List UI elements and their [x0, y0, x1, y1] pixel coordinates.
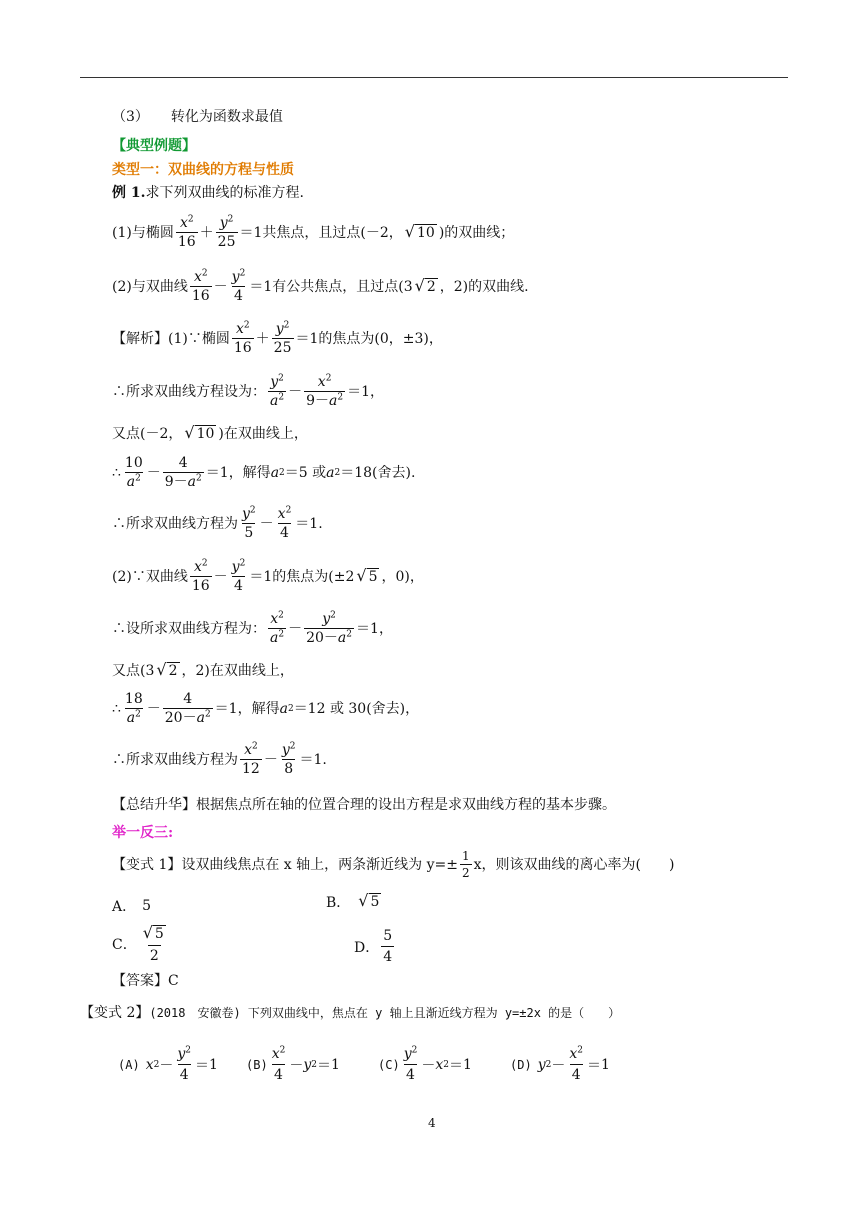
- fraction: $\frac{x^2}{4}$: [271, 1045, 286, 1083]
- variant2-option-d[interactable]: (D) y 2 － $\frac{x^2}{4}$ ＝ 1: [510, 1045, 610, 1083]
- fraction: $\frac{y^2}{25}$: [217, 214, 236, 250]
- fraction: $\frac{x^2}{16}$: [191, 268, 210, 304]
- variant1-option-a[interactable]: A． 5: [112, 898, 152, 915]
- solution-line-9: ∴ $\frac{18}{a^2}$ － $\frac{4}{20-a^2}$ ＝ 1 ，解得 a 2 ＝12 或 30(舍去)，: [112, 691, 420, 726]
- fraction: √ 5 2: [142, 923, 164, 964]
- variant1-option-c[interactable]: C． √ 5 2: [112, 925, 172, 964]
- fraction: $\frac{x^2}{16}$: [177, 214, 196, 250]
- fraction: $\frac{y^2}{8}$: [281, 741, 296, 777]
- solution-line-3: 又点(－2， √ 10 )在双曲线上，: [112, 423, 308, 442]
- solution-line-4: ∴ $\frac{10}{a^2}$ － $\frac{4}{9-a^2}$ ＝ 1 ，解得 a 2 ＝5 或 a 2 ＝18(舍去).: [112, 455, 416, 490]
- example1-prompt: [112, 186, 304, 200]
- variant1-answer: 【答案】C: [112, 973, 179, 989]
- variant2-question: [80, 1006, 620, 1020]
- fraction: $\frac{5}{4}$: [383, 928, 393, 965]
- variant1-option-d[interactable]: D． $\frac{5}{4}$: [354, 928, 393, 965]
- page-number: 4: [428, 1116, 436, 1130]
- fraction: $\frac{y^2}{4}$: [231, 558, 246, 594]
- fraction: $\frac{x^2}{9-a^2}$: [306, 373, 344, 409]
- fraction: $\frac{x^2}{4}$: [569, 1045, 583, 1083]
- practice-heading: 举一反三:: [112, 825, 174, 841]
- summary-text: 根据焦点所在轴的位置合理的设出方程是求双曲线方程的基本步骤。: [196, 797, 616, 813]
- fraction: $\frac{18}{a^2}$: [124, 691, 143, 726]
- solution-line-5: ∴所求双曲线方程为 $\frac{y^2}{5}$ － $\frac{x^2}{4}$ ＝ 1 .: [112, 505, 323, 541]
- fraction: $\frac{1}{2}$: [461, 849, 470, 880]
- variant1-question: 【变式 1】 设双曲线焦点在 x 轴上，两条渐近线为 y=± $\frac{1}{2}$ x，则该双曲线的离心率为( ): [112, 849, 675, 880]
- fraction: $\frac{y^2}{a^2}$: [270, 373, 285, 409]
- variant2-option-c[interactable]: (C) $\frac{y^2}{4}$ － x 2 ＝ 1: [378, 1045, 472, 1083]
- fraction: $\frac{y^2}{5}$: [242, 505, 256, 541]
- example1-label: 例 1.: [112, 185, 146, 201]
- summary-line: [112, 798, 616, 812]
- variant1-option-b[interactable]: B． √ 5: [326, 891, 380, 911]
- type1-heading: 类型一：双曲线的方程与性质: [112, 162, 294, 178]
- solution-line-10: ∴所求双曲线方程为 $\frac{x^2}{12}$ － $\frac{y^2}{8}$ ＝ 1 .: [112, 741, 327, 777]
- sqrt: √ 2: [156, 660, 178, 679]
- solution-line-7: ∴设所求双曲线方程为： $\frac{x^2}{a^2}$ － $\frac{y^2}{20-a^2}$ ＝ 1 ，: [112, 610, 393, 646]
- example1-q2: (2)与双曲线 $\frac{x^2}{16}$ － $\frac{y^2}{4}$ ＝ 1 有公共焦点，且过点(3 √ 2 ，2)的双曲线.: [112, 268, 529, 304]
- sqrt: √ 2: [414, 275, 436, 295]
- fraction: $\frac{y^2}{20-a^2}$: [306, 610, 353, 646]
- sqrt: √ 5: [358, 891, 380, 911]
- section-line: [112, 110, 283, 124]
- q1-mid: 共焦点，且过点(－2，: [262, 224, 403, 241]
- sqrt: √ 10: [404, 221, 435, 241]
- fraction: $\frac{y^2}{25}$: [273, 320, 292, 356]
- solution-line-8: 又点(3 √ 2 ，2)在双曲线上，: [112, 660, 294, 679]
- sqrt: √ 10: [184, 423, 215, 442]
- variant2-label: 【变式 2】: [80, 1005, 150, 1021]
- section-title: 转化为函数求最值: [170, 109, 283, 125]
- solution-line-1: 【解析】(1)∵椭圆 $\frac{x^2}{16}$ ＋ $\frac{y^2}{25}$ ＝ 1 的焦点为(0，±3)，: [112, 320, 443, 356]
- fraction: $\frac{x^2}{16}$: [191, 558, 210, 594]
- variant2-option-b[interactable]: (B) $\frac{x^2}{4}$ － y 2 ＝ 1: [246, 1045, 340, 1083]
- variant1-label: 【变式 1】: [112, 856, 182, 873]
- variant2-text: (2018 安徽卷) 下列双曲线中，焦点在 y 轴上且渐近线方程为 y=±2x 的是（ ）: [149, 1006, 621, 1020]
- fraction: $\frac{10}{a^2}$: [124, 455, 143, 490]
- fraction: $\frac{y^2}{4}$: [403, 1045, 418, 1083]
- fraction: $\frac{x^2}{12}$: [242, 741, 260, 777]
- fraction: $\frac{x^2}{4}$: [277, 505, 292, 541]
- example1-q1: (1)与椭圆 $\frac{x^2}{16}$ ＋ $\frac{y^2}{25}$ ＝ 1 共焦点，且过点(－2， √ 10 )的双曲线；: [112, 214, 515, 250]
- fraction: $\frac{y^2}{4}$: [231, 268, 246, 304]
- fraction: $\frac{4}{20-a^2}$: [164, 691, 211, 726]
- header-rule: [80, 77, 788, 78]
- variant1-text: 设双曲线焦点在 x 轴上，两条渐近线为 y=±: [181, 856, 458, 873]
- example1-text: 求下列双曲线的标准方程.: [145, 185, 304, 201]
- section-number: （3）: [112, 109, 149, 125]
- fraction: $\frac{x^2}{a^2}$: [270, 610, 285, 646]
- q1-post: )的双曲线；: [438, 224, 515, 241]
- summary-label: 【总结升华】: [112, 797, 196, 813]
- sqrt: √ 5: [356, 565, 378, 585]
- fraction: $\frac{x^2}{16}$: [233, 320, 252, 356]
- q1-pre: (1)与椭圆: [112, 224, 174, 241]
- fraction: $\frac{4}{9-a^2}$: [164, 455, 202, 490]
- solution-line-6: (2)∵双曲线 $\frac{x^2}{16}$ － $\frac{y^2}{4}$ ＝ 1 的焦点为(±2 √ 5 ，0)，: [112, 558, 424, 594]
- fraction: $\frac{y^2}{4}$: [177, 1045, 191, 1083]
- variant2-option-a[interactable]: (A) x 2 － $\frac{y^2}{4}$ ＝ 1: [118, 1045, 218, 1083]
- examples-heading: 【典型例题】: [112, 138, 196, 154]
- solution-line-2: ∴所求双曲线方程设为： $\frac{y^2}{a^2}$ － $\frac{x^2}{9-a^2}$ ＝ 1 ，: [112, 373, 385, 409]
